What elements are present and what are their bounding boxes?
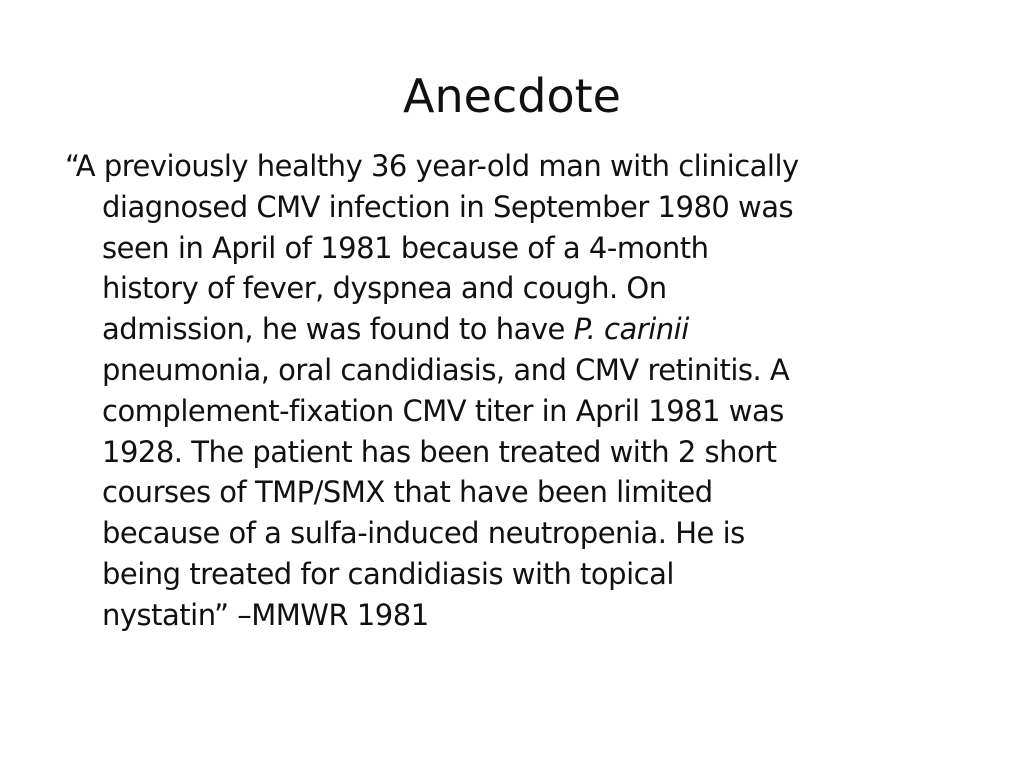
quote-body [65, 146, 977, 636]
quote-line: seen in April of 1981 because of a 4-month [102, 230, 709, 265]
quote-line: being treated for candidiasis with topical [102, 556, 674, 591]
quote-line: 1928. The patient has been treated with 2 short [102, 434, 777, 469]
quote-line-text: admission, he was found to have [102, 312, 574, 347]
quote-line: pneumonia, oral candidiasis, and CMV retinitis. A [102, 352, 790, 387]
quote-line: complement-fixation CMV titer in April 1981 was [102, 393, 784, 428]
quote-line: history of fever, dyspnea and cough. On [102, 271, 667, 306]
quote-line: courses of TMP/SMX that have been limited [102, 475, 713, 510]
quote-line: nystatin” –MMWR 1981 [102, 597, 429, 632]
italic-organism-name: P. carinii [573, 312, 689, 347]
quote-line: “A previously healthy 36 year-old man with clinically [65, 149, 799, 183]
quote-line: diagnosed CMV infection in September 1980 was [102, 189, 794, 224]
slide-title: Anecdote [403, 69, 621, 123]
quote-line: because of a sulfa-induced neutropenia. He is [102, 516, 745, 551]
quote-line [65, 309, 977, 350]
